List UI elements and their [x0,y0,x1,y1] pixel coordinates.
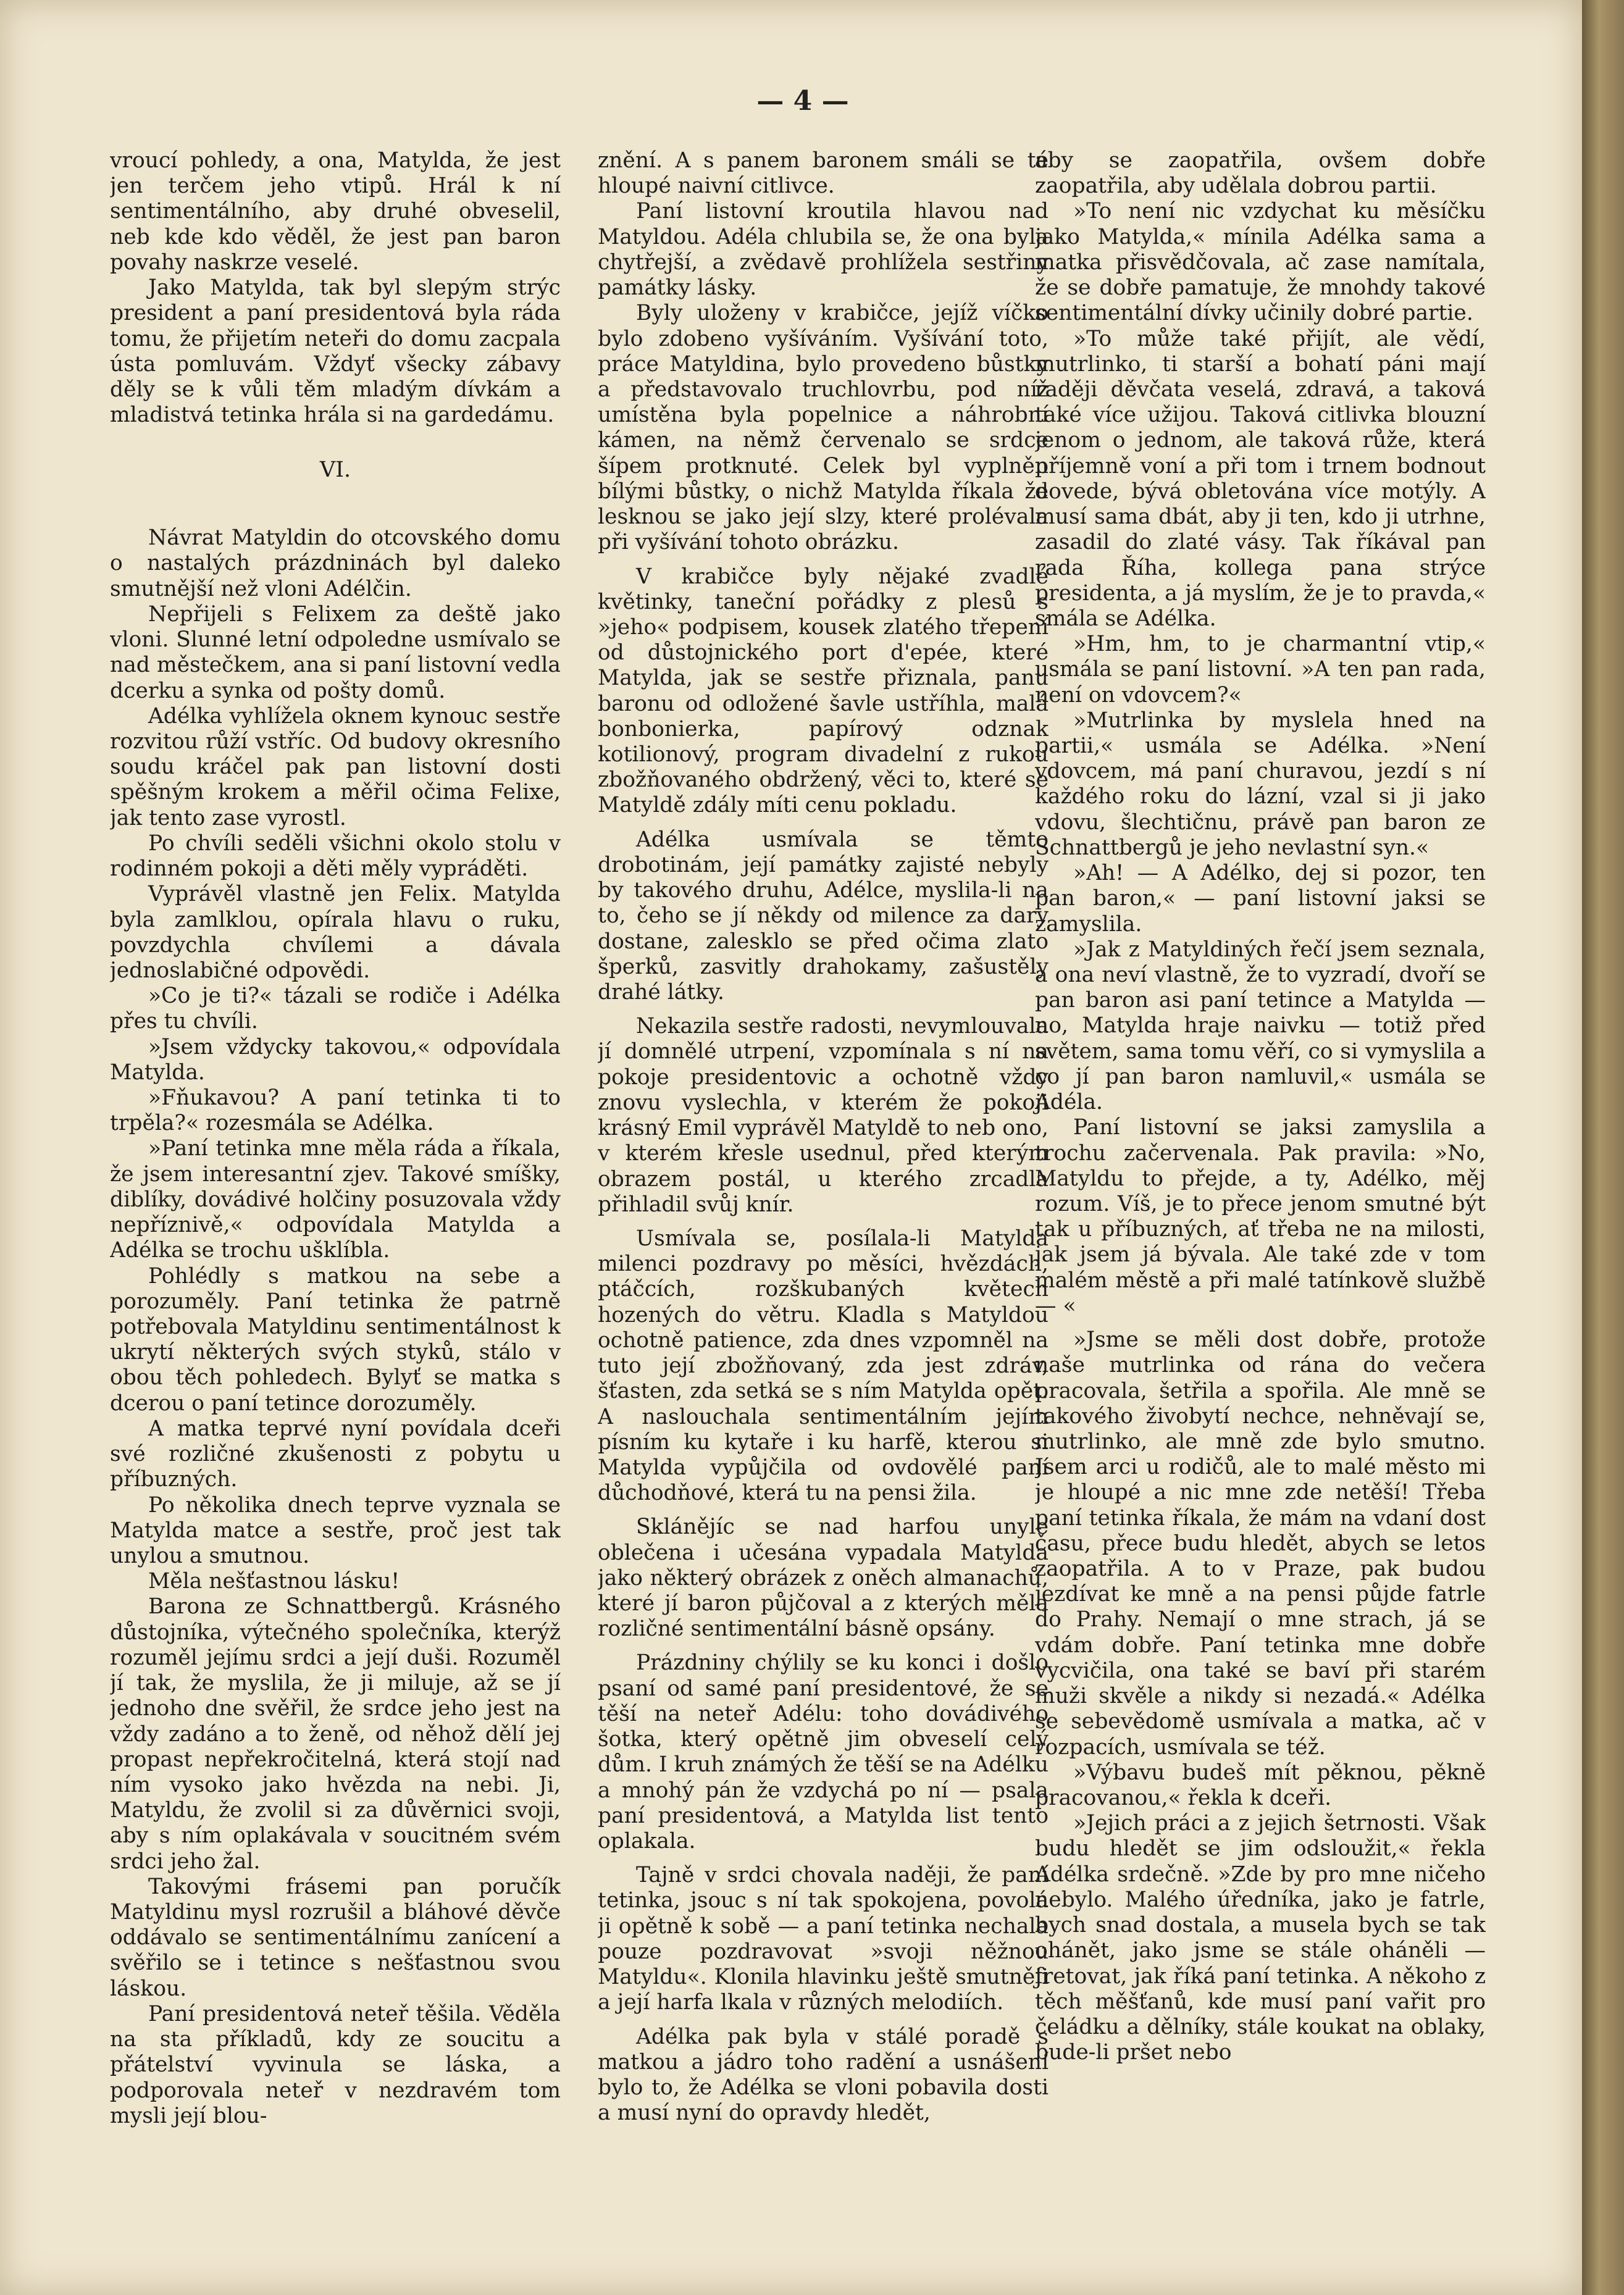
paragraph: Prázdniny chýlily se ku konci i došlo psaní od samé paní presidentové, že se těší na neteř Adélu: toho dovádivého šotka, který opětně jim obveselí celý dům. I kruh známých že těší se na Adélku a mnohý pán že vzdychá po ní — psala paní presidentová, a Matylda list tento oplakala. [598,1650,1048,1854]
paragraph: aby se zaopatřila, ovšem dobře zaopatřila, aby udělala dobrou partii. [1035,148,1486,199]
paragraph: Pohlédly s matkou na sebe a porozuměly. Paní tetinka že patrně potřebovala Matyldinu sentimentálnost k ukrytí některých svých styků, stálo v obou těch pohledech. Bylyť se matka s dcerou o paní tetince dorozuměly. [110,1263,561,1416]
paragraph: znění. A s panem baronem smáli se té hloupé naivní citlivce. [598,148,1048,199]
paragraph: »Ah! — A Adélko, dej si pozor, ten pan baron,« — paní listovní jaksi se zamyslila. [1035,861,1486,937]
paragraph: »Hm, hm, to je charmantní vtip,« usmála se paní listovní. »A ten pan rada, není on vdovcem?« [1035,632,1486,708]
paragraph: Adélka usmívala se těmto drobotinám, její památky zajisté nebyly by takového druhu, Adélce, myslila-li na to, čeho se jí někdy od milence za dary dostane, zalesklo se před očima zlato šperků, zasvitly drahokamy, zašustěly drahé látky. [598,827,1048,1005]
chapter-heading: VI. [319,458,351,483]
paragraph: Adélka pak byla v stálé poradě s matkou a jádro toho radění a usnášení bylo to, že Adélka se vloni pobavila dosti a musí nyní do opravdy hledět, [598,2024,1048,2126]
paragraph: »To může také přijít, ale vědí, mutrlinko, ti starší a bohatí páni mají raději děvčata veselá, zdravá, a taková také více užijou. Taková citlivka blouzní jenom o jednom, ale taková růže, která příjemně voní a při tom i trnem bodnout dovede, bývá obletována více motýly. A musí sama dbát, aby ji ten, kdo ji utrhne, zasadil do zlaté vásy. Tak říkával pan rada Říha, kollega pana strýce presidenta, a já myslím, že je to pravda,« smála se Adélka. [1035,326,1486,631]
paragraph: Paní presidentová neteř těšila. Věděla na sta příkladů, kdy ze soucitu a přátelství vyvinula se láska, a podporovala neteř v nezdravém tom mysli její blou- [110,2001,561,2128]
paragraph: Nekazila sestře radosti, nevymlouvala jí domnělé utrpení, vzpomínala s ní na pokoje presidentovic a ochotně vždy znovu vyslechla, v kterém že pokoji krásný Emil vyprávěl Matyldě to neb ono, v kterém křesle usednul, před kterým obrazem postál, u kterého zrcadla přihladil svůj knír. [598,1014,1048,1217]
paragraph: Měla nešťastnou lásku! [148,1569,400,1594]
paragraph: »Výbavu budeš mít pěknou, pěkně pracovanou,« řekla k dceři. [1035,1760,1486,1810]
paragraph: »Jsem vždycky takovou,« odpovídala Matylda. [110,1034,561,1085]
paragraph: Jako Matylda, tak byl slepým strýc president a paní presidentová byla ráda tomu, že přijetím neteři do domu zacpala ústa pomluvám. Vždyť všecky zábavy děly se k vůli těm mladým dívkám a mladistvá tetinka hrála si na gardedámu. [110,275,561,428]
paragraph: »Jejich práci a z jejich šetrnosti. Však budu hledět se jim odsloužit,« řekla Adélka srdečně. »Zde by pro mne ničeho nebylo. Malého úředníka, jako je fatrle, bych snad dostala, a musela bych se tak ohánět, jako jsme se stále oháněli — fretovat, jak říká paní tetinka. A někoho z těch měšťanů, kde musí paní vařit pro čeládku a dělníky, stále koukat na oblaky, bude-li pršet nebo [1035,1811,1486,2065]
page-edge [1582,0,1624,2295]
paragraph: »To není nic vzdychat ku měsíčku jako Matylda,« mínila Adélka sama a matka přisvědčovala, ač zase namítala, že se dobře pamatuje, že mnohdy takové sentimentální dívky učinily dobré partie. [1035,199,1486,326]
paragraph: Paní listovní kroutila hlavou nad Matyldou. Adéla chlubila se, že ona byla chytřejší, a zvědavě prohlížela sestřiny památky lásky. [598,199,1048,301]
paragraph: Vyprávěl vlastně jen Felix. Matylda byla zamlklou, opírala hlavu o ruku, povzdychla chvílemi a dávala jednoslabičné odpovědi. [110,882,561,983]
paragraph: »Co je ti?« tázali se rodiče i Adélka přes tu chvíli. [110,984,561,1034]
paragraph: »Fňukavou? A paní tetinka ti to trpěla?« rozesmála se Adélka. [110,1085,561,1136]
paragraph: »Paní tetinka mne měla ráda a říkala, že jsem interesantní zjev. Takové smíšky, diblíky, dovádivé holčiny posuzovala vždy nepříznivě,« odpovídala Matylda a Adélka se trochu ušklíbla. [110,1136,561,1263]
paragraph: Tajně v srdci chovala naději, že paní tetinka, jsouc s ní tak spokojena, povolá ji opětně k sobě — a paní tetinka nechala pouze pozdravovat »svoji něžnou Matyldu«. Klonila hlavinku ještě smutněji a její harfa lkala v různých melodiích. [598,1863,1048,2015]
paragraph: Po několika dnech teprve vyznala se Matylda matce a sestře, proč jest tak unylou a smutnou. [110,1492,561,1568]
paragraph: Paní listovní se jaksi zamyslila a trochu začervenala. Pak pravila: »No, Matyldu to přejde, a ty, Adélko, měj rozum. Víš, je to přece jenom smutné být tak u příbuzných, ať třeba ne na milosti, jak jsem já bývala. Ale také zde v tom malém městě a při malé tatínkově službě — « [1035,1115,1486,1318]
paragraph: Po chvíli seděli všichni okolo stolu v rodinném pokoji a děti měly vypráděti. [110,830,561,882]
paragraph: vroucí pohledy, a ona, Matylda, že jest jen terčem jeho vtipů. Hrál k ní sentimentálního, aby druhé obveselil, neb kde kdo věděl, že jest pan baron povahy naskrze veselé. [110,148,561,275]
paragraph: »Jsme se měli dost dobře, protože naše mutrlinka od rána do večera pracovala, šetřila a spořila. Ale mně se takového živobytí nechce, nehněvají se, mutrlinko, ale mně zde bylo smutno. Jsem arci u rodičů, ale to malé město mi je hloupé a nic mne zde netěší! Třeba paní tetinka říkala, že mám na vdaní dost času, přece budu hledět, abych se letos zaopatřila. A to v Praze, pak budou jezdívat ke mně a na pensi půjde fatrle do Prahy. Nemají o mne strach, já se vdám dobře. Paní tetinka mne dobře vycvičila, ona také se baví při starém muži skvěle a nikdy si nezadá.« Adélka se sebevědomě usmívala a matka, ač v rozpacích, usmívala se též. [1035,1327,1486,1760]
paragraph: Byly uloženy v krabičce, jejíž víčko bylo zdobeno vyšíváním. Vyšívání toto, práce Matyldina, bylo provedeno bůstky a představovalo truchlovrbu, pod níž umístěna byla popelnice a náhrobní kámen, na němž červenalo se srdce šípem protknuté. Celek byl vyplněn bílými bůstky, o nichž Matylda říkala že lesknou se jako její slzy, které prolévala při vyšívání tohoto obrázku. [598,301,1048,555]
page-number: — 4 — [756,85,849,117]
paragraph: Adélka vyhlížela oknem kynouc sestře rozvitou růží vstříc. Od budovy okresního soudu kráčel pak pan listovní dosti spěšným krokem a měřil očima Felixe, jak tento zase vyrostl. [110,703,561,830]
paragraph: Návrat Matyldin do otcovského domu o nastalých prázdninách byl daleko smutnější než vloni Adélčin. [110,525,561,601]
paragraph: V krabičce byly nějaké zvadlé květinky, taneční pořádky z plesů s »jeho« podpisem, kousek zlatého třepení od důstojnického port d'epée, které Matylda, jak se sestře přiznala, panu baronu od odložené šavle ustříhla, malá bonbonierka, papírový odznak kotilionový, program divadelní z rukou zbožňovaného obdržený, věci to, které se Matyldě zdály míti cenu pokladu. [598,564,1048,818]
text-column-2 [598,148,1048,2260]
paragraph: Takovými frásemi pan poručík Matyldinu mysl rozrušil a bláhové děvče oddávalo se sentimentálnímu zanícení a svěřilo se i tetince s nešťastnou svou láskou. [110,1874,561,2001]
paragraph: »Jak z Matyldiných řečí jsem seznala, a ona neví vlastně, že to vyzradí, dvoří se pan baron asi paní tetince a Matylda — no, Matylda hraje naivku — totiž před světem, sama tomu věří, co si vymyslila a co jí pan baron namluvil,« usmála se Adéla. [1035,937,1486,1115]
paragraph: A matka teprvé nyní povídala dceři své rozličné zkušenosti z pobytu u příbuzných. [110,1416,561,1492]
paragraph: Barona ze Schnattbergů. Krásného důstojníka, výtečného společníka, kterýž rozuměl jejímu srdci a její duši. Rozuměl jí tak, že myslila, že ji miluje, až se jí jednoho dne svěřil, že srdce jeho jest na vždy zadáno a to ženě, od něhož dělí jej propast nepřekročitelná, která stojí nad ním vysoko jako hvězda na nebi. Ji, Matyldu, že zvolil si za důvěrnici svoji, aby s ním oplakávala v soucitném svém srdci jeho žal. [110,1594,561,1874]
text-column-3 [1035,148,1486,2260]
paragraph: Sklánějíc se nad harfou unyle oblečena i učesána vypadala Matylda jako některý obrázek z oněch almanachů, které jí baron půjčoval a z kterých měla rozličné sentimentální básně opsány. [598,1515,1048,1642]
paragraph: Nepřijeli s Felixem za deště jako vloni. Slunné letní odpoledne usmívalo se nad městečkem, ana si paní listovní vedla dcerku a synka od pošty domů. [110,601,561,703]
text-column-1 [110,148,561,2260]
paragraph: »Mutrlinka by myslela hned na partii,« usmála se Adélka. »Není vdovcem, má paní churavou, jezdí s ní každého roku do lázní, vzal si ji jako vdovu, šlechtičnu, právě pan baron ze Schnattbergů je jeho nevlastní syn.« [1035,708,1486,860]
paragraph: Usmívala se, posílala-li Matylda milenci pozdravy po měsíci, hvězdách, ptáčcích, rozškubaných květech hozených do větru. Kladla s Matyldou ochotně patience, zda dnes vzpomněl na tuto její zbožňovaný, zda jest zdráv, šťasten, zda setká se s ním Matylda opět. A naslouchala sentimentálním jejím písním ku kytaře i ku harfě, kterou si Matylda vypůjčila od ovdovělé paní důchodňové, která tu na pensi žila. [598,1226,1048,1506]
